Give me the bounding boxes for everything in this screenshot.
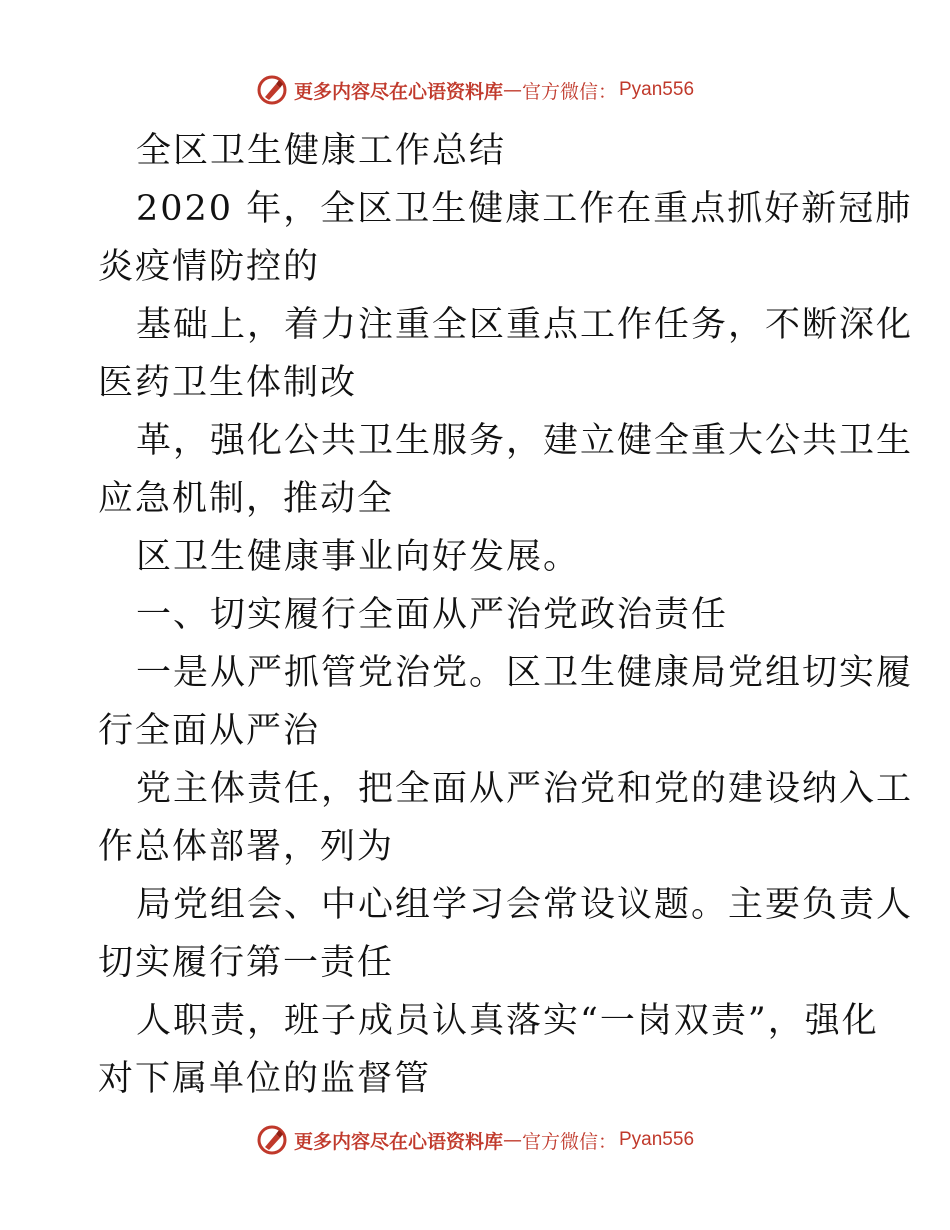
banner-wechat-id: Pyan556	[619, 1129, 695, 1150]
footer-watermark-banner	[0, 1120, 950, 1160]
banner-main-text: 更多内容尽在心语资料库	[293, 80, 503, 103]
paragraph-line: 局党组会、中心组学习会常设议题。主要负责人	[136, 885, 914, 925]
document-title: 全区卫生健康工作总结	[136, 131, 507, 171]
paragraph-line: 应急机制，推动全	[98, 479, 395, 519]
section-heading: 一、切实履行全面从严治党政治责任	[136, 595, 729, 635]
banner-main-text: 更多内容尽在心语资料库	[293, 1130, 503, 1153]
paragraph-line: 人职责，班子成员认真落实“一岗双责”，强化	[136, 1001, 879, 1041]
pen-logo-icon	[256, 74, 288, 106]
paragraph-line: 一是从严抓管党治党。区卫生健康局党组切实履	[136, 653, 914, 693]
paragraph-line: 对下属单位的监督管	[98, 1059, 432, 1099]
paragraph-line: 炎疫情防控的	[98, 247, 321, 287]
paragraph-line: 党主体责任，把全面从严治党和党的建设纳入工	[136, 769, 914, 809]
banner-separator: —	[502, 1129, 522, 1151]
paragraph-line: 2020 年，全区卫生健康工作在重点抓好新冠肺	[136, 189, 913, 229]
document-body	[98, 122, 914, 1108]
paragraph-line: 革，强化公共卫生服务，建立健全重大公共卫生	[136, 421, 914, 461]
paragraph-line: 基础上，着力注重全区重点工作任务，不断深化	[136, 305, 914, 345]
paragraph-line: 区卫生健康事业向好发展。	[136, 537, 581, 577]
banner-wechat-label: 官方微信：	[521, 80, 617, 103]
banner-wechat-label: 官方微信：	[521, 1130, 617, 1153]
paragraph-line: 行全面从严治	[98, 711, 321, 751]
banner-wechat-id: Pyan556	[619, 79, 695, 100]
header-watermark-banner	[0, 70, 950, 110]
paragraph-line: 切实履行第一责任	[98, 943, 395, 983]
paragraph-line: 医药卫生体制改	[98, 363, 358, 403]
paragraph-line: 作总体部署，列为	[98, 827, 395, 867]
pen-logo-icon	[256, 1124, 288, 1156]
banner-separator: —	[502, 79, 522, 101]
